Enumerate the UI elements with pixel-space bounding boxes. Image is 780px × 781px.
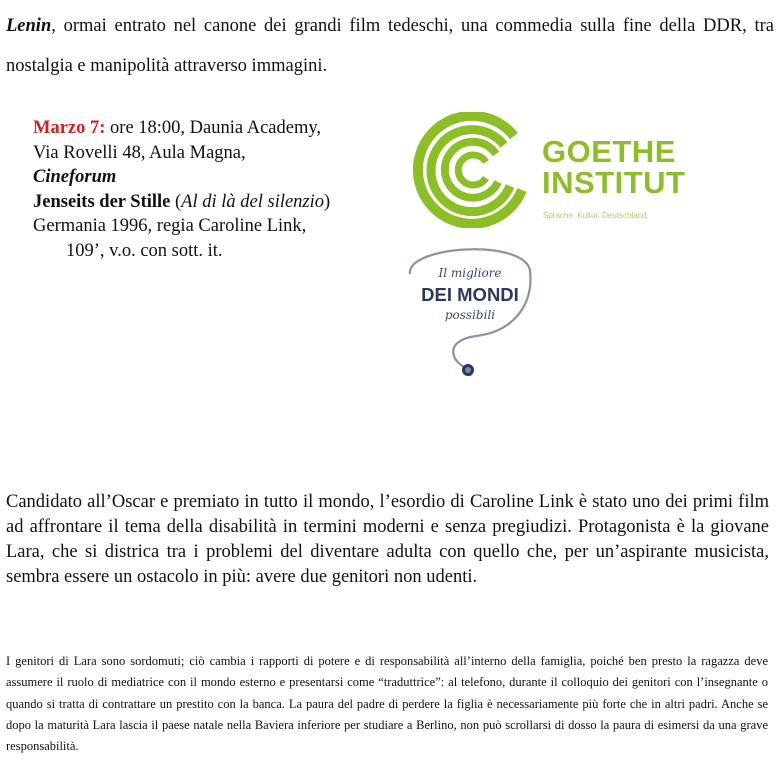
event-film-translation: Al di là del silenzio [181,191,325,212]
event-date: Marzo 7: [33,118,106,138]
goethe-line2: INSTITUT [542,165,686,200]
intro-paragraph [6,6,774,86]
event-block [33,116,403,263]
event-duration: 109’, v.o. con sott. it. [66,240,223,261]
event-date-line [33,116,403,141]
event-title-line [33,190,403,215]
goethe-wordmark [542,136,686,198]
event-series: Cineforum [33,167,117,187]
migliore-dei-mondi-logo [402,236,534,384]
goethe-institut-logo [410,112,686,228]
film-title-lenin: Lenin [6,16,52,36]
paren-open: ( [170,191,182,212]
description-paragraph: Candidato all’Oscar e premiato in tutto il mondo, l’esordio di Caroline Link è stato uno dei primi film ad affrontare il tema della disabilità in termini moderni e senza pregiudizi. Protagonista è la giovane Lara, che si districa tra i problemi del diventare adulta con quello che, per un’aspirante musicista, sembra essere un ostacolo in più: avere due genitori non udenti. [6,492,769,587]
mondi-top-text: Il migliore [438,266,502,280]
paren-close: ) [324,191,331,212]
event-time-venue: ore 18:00, Daunia Academy, [105,118,322,138]
event-address: Via Rovelli 48, Aula Magna, [33,142,246,163]
goethe-spiral-icon [410,112,532,228]
goethe-line1: GOETHE [542,134,676,169]
synopsis-paragraph: I genitori di Lara sono sordomuti; ciò cambia i rapporti di potere e di responsabilità all’interno della famiglia, poiché ben presto la ragazza deve assumere il ruolo di mediatrice con il mondo esterno e presentarsi come “traduttrice”: al telefono, durante il colloquio dei genitori con l’insegnante o quando si tratta di contrattare un prestito con la banca. La paura del padre di perdere la figlia è necessariamente più forte che in altri padri. Anche se dopo la maturità Lara lascia il paese natale nella Baviera inferiore per studiare a Berlino, non può scrollarsi di dosso la paura di esimersi da una grave responsabilità. [6,654,768,754]
mondi-bottom-text: possibili [444,308,496,322]
event-film-title: Jenseits der Stille [33,191,171,212]
event-details: Germania 1996, regia Caroline Link, [33,216,307,236]
goethe-tagline: Sprache. Kultur. Deutschland. [543,211,649,220]
intro-text: , ormai entrato nel canone dei grandi film tedeschi, una commedia sulla fine della DDR, tra nostalgia e manipolità attraverso immagini. [6,16,774,76]
mondi-main-text: DEI MONDI [421,284,519,305]
